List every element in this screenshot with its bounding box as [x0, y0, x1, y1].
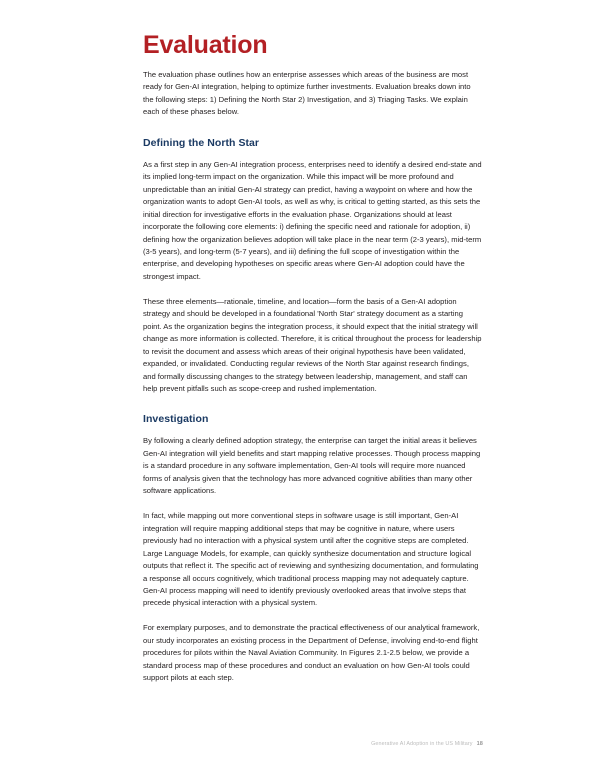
- section-heading-defining-the-north-star: Defining the North Star: [143, 136, 260, 149]
- investigation-paragraph-2: In fact, while mapping out more conventional steps in software usage is still important, Gen-AI integration will require mapping additional steps that may be cognitive in nature, where users previously had no interaction with a physical system until after the cognitive steps are completed. Large Language Models, for example, can quickly synthesize documentation and structure logical outputs that reflect it. The specific act of reviewing and synthesizing documentation, and formulating a response all occurs cognitively, which traditional process mapping may not adequately capture. Gen-AI process mapping will need to identify previously overlooked areas that involve steps that precede physical interaction with a physical system.: [143, 511, 479, 608]
- page-title: Evaluation: [143, 31, 268, 59]
- footer-document-title: Generative AI Adoption in the US Military: [371, 741, 473, 747]
- page-content: [143, 30, 483, 685]
- north-star-paragraph-2: These three elements—rationale, timeline, and location—form the basis of a Gen-AI adoption strategy and should be developed in a foundational 'North Star' strategy document as a starting point. As the organization begins the integration process, it should expect that the initial strategy will change as more information is collected. Therefore, it is critical throughout the process for leadership to revisit the document and assess which areas of their original hypothesis have been validated, expanded, or invalidated. Conducting regular reviews of the North Star against research findings, and formally discussing changes to the strategy between leadership, management, and staff can help prevent pitfalls such as scope-creep and rushed implementation.: [143, 296, 482, 394]
- section-heading-investigation: Investigation: [143, 413, 209, 426]
- north-star-paragraph-1: As a first step in any Gen-AI integration process, enterprises need to identify a desired end-state and its implied long-term impact on the organization. While this impact will be more profound and unpredictable than an initial Gen-AI strategy can predict, having a waypoint on where and how the organization wants to adopt Gen-AI tools, as well as why, is critical to getting started, as this sets the initial direction for investigative efforts in the evaluation phase. Organizations should at least incorporate the following core elements: i) defining the specific need and rationale for adoption, ii) defining how the organization believes adoption will take place in the near term (2-3 years), mid-term (3-5 years), and long-term (5-7 years), and iii) defining the full scope of investigation within the enterprise, and developing hypotheses on specific areas where Gen-AI adoption could have the strongest impact.: [143, 159, 482, 281]
- investigation-paragraph-3: For exemplary purposes, and to demonstrate the practical effectiveness of our analytical framework, our study incorporates an existing process in the Department of Defense, involving end-to-end flight procedures for pilots within the Naval Aviation Community. In Figures 2.1-2.5 below, we provide a standard process map of these procedures and conduct an evaluation on how Gen-AI tools could support pilots at each step.: [143, 623, 480, 683]
- page-footer: [0, 740, 600, 748]
- footer-page-number: 18: [476, 741, 483, 747]
- intro-paragraph: The evaluation phase outlines how an enterprise assesses which areas of the business are most ready for Gen-AI integration, helping to optimize further investments. Evaluation breaks down into the following steps: 1) Defining the North Star 2) Investigation, and 3) Triaging Tasks. We explain each of these phases below.: [143, 70, 471, 117]
- investigation-paragraph-1: By following a clearly defined adoption strategy, the enterprise can target the initial areas it believes Gen-AI integration will yield benefits and start mapping relative processes. Though process mapping is a standard procedure in any software implementation, Gen-AI tools will require more nuanced forms of analysis given that the technology has more advanced cognitive abilities than many other software applications.: [143, 436, 481, 496]
